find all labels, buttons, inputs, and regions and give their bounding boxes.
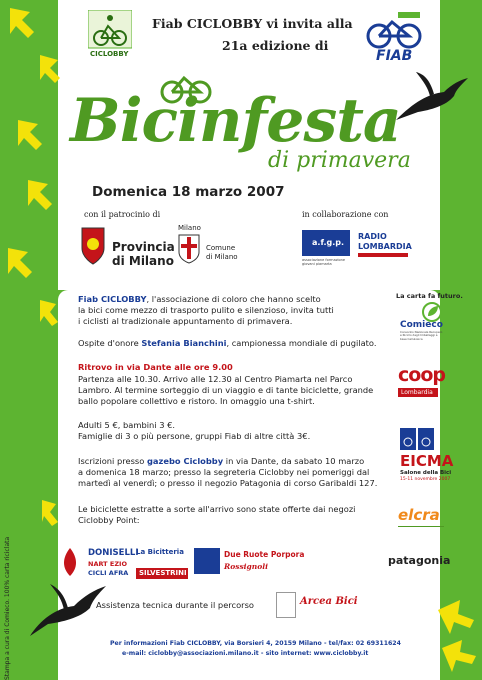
eicma-bike-icon [400,428,436,450]
footer-info-line-1: Per informazioni Fiab CICLOBBY, via Borsieri 4, 20159 Milano - tel/fax: 02 69311624 [110,640,401,647]
meeting-line-3: Lambro. Al termine sorteggio di un viaggio e di tante biciclette, grande [78,385,374,395]
comune-line-2: di Milano [206,253,238,261]
patronage-label: con il patrocinio di [84,210,161,219]
doniselli-line-2: NART EZIO [88,560,127,568]
intro-line-3: i ciclisti al tradizionale appuntamento di primavera. [78,316,293,326]
arrow-icon [10,8,34,38]
shop-logo-dueruote [194,548,304,578]
patagonia-logo: patagonia [388,554,451,567]
coop-name: coop [398,364,445,386]
radio-line-1: RADIO [358,232,387,241]
dueruote-emblem [194,548,220,574]
registration-line-3: martedì al venerdì; o presso il negozio Patagonia di corso Garibaldi 127. [78,478,378,488]
coop-logo [398,364,445,398]
elcra-underline [398,526,444,527]
doniselli-line-1: DONISELLI [88,548,139,558]
carta-fa-futuro: La carta fa futuro. [396,292,463,300]
dueruote-sub: Rossignoli [224,562,268,571]
eicma-logo [400,428,454,488]
fiab-bicycle-icon [364,10,424,50]
intro-line-2: la bici come mezzo di trasporto pulito e silenzioso, invita tutti [78,305,334,315]
comune-crest-icon [178,234,200,264]
arrow-icon [28,180,52,210]
afgp-logo [302,230,352,270]
radio-line-2: LOMBARDIA [358,242,412,251]
arrow-icon [442,640,476,672]
silvestrini-name: SILVESTRINI [139,569,187,577]
bicitteria-name: La Bicitteria [136,548,184,556]
provincia-line-2: di Milano [112,254,174,268]
intro-line-1-text: , l'associazione di coloro che hanno scelto [146,294,321,304]
meeting-heading: Ritrovo in via Dante alle ore 9.00 [78,362,233,372]
collaboration-label: in collaborazione con [302,210,389,219]
event-subtitle: di primavera [268,148,411,173]
ciclobby-logo [88,10,132,60]
intro-line-1 [78,294,321,306]
provincia-milano-logo [80,226,175,272]
radio-lombardia-logo [358,232,410,262]
elcra-name: elcra [398,506,440,524]
event-title: Bicinfesta [70,86,401,156]
comune-milano-logo [176,224,242,272]
registration-post: in via Dante, da sabato 10 marzo [223,456,365,466]
comune-top-label: Milano [178,224,201,232]
swallow-icon [394,72,470,126]
doniselli-line-3: CICLI AFRA [88,569,129,577]
eicma-name: EICMA [400,452,454,470]
ciclobby-logo-label: CICLOBBY [90,50,129,58]
prices-line-1: Adulti 5 €, bambini 3 €. [78,420,176,430]
assistance-brand: Arcea Bici [300,596,358,607]
eicma-line-3: 15-11 novembre 2007 [400,477,451,482]
comieco-name: Comieco [400,320,443,330]
fiab-logo-label: FIAB [376,48,413,64]
shop-logo-doniselli [60,546,139,582]
meeting-line-2: Partenza alle 10.30. Arrivo alle 12.30 al Centro Piamarta nel Parco [78,374,353,384]
guest-line [78,338,377,350]
afgp-caption: associazione formazione giovani piamarta [302,258,346,266]
meeting-line-4: ballo popolare collettivo e ristoro. In omaggio una t-shirt. [78,396,315,406]
comieco-leaf-icon [420,302,444,322]
comune-line-1: Comune [206,244,236,252]
assistance-emblem [276,592,296,618]
guest-post: , campionessa mondiale di pugilato. [226,338,377,348]
arrow-icon [18,120,42,150]
invite-line-2: 21a edizione di [222,38,329,53]
shop-logo-bicitteria [136,546,190,582]
dueruote-name: Due Ruote Porpora [224,550,305,559]
afgp-name: a.f.g.p. [312,238,345,247]
fiab-logo [364,10,424,66]
ciclobby-name: Fiab CICLOBBY [78,294,147,304]
comieco-caption: Consorzio Nazionale Recupero e Riciclo degli Imballaggi a base Cellulosica [400,330,443,341]
provincia-line-1: Provincia [112,240,175,254]
guest-pre: Ospite d'onore [78,338,142,348]
registration-line-1 [78,456,364,468]
arrow-icon [40,55,60,83]
arrow-icon [42,500,58,526]
guest-name: Stefania Bianchini [141,338,227,348]
arrow-icon [438,600,474,634]
bikes-line-2: Ciclobby Point: [78,515,140,525]
registration-pre: Iscrizioni presso [78,456,147,466]
bicycle-icon [88,10,132,50]
event-date: Domenica 18 marzo 2007 [92,184,285,200]
registration-gazebo: gazebo Ciclobby [146,456,224,466]
prices-line-2: Famiglie di 3 o più persone, gruppi Fiab di altre città 3€. [78,431,311,441]
eicma-line-2: Salone della Bici [400,470,452,476]
provincia-shield-icon [80,226,106,266]
shop-flame-icon [60,546,80,578]
radio-logo-bar [358,253,408,257]
print-side-note: Stampa a cura di Comieco. 100% carta riciclata [4,536,11,680]
invite-line-1: Fiab CICLOBBY vi invita alla [152,16,353,31]
arrow-icon [8,248,32,278]
bikes-line-1: Le biciclette estratte a sorte all'arrivo sono state offerte dai negozi [78,504,356,514]
elcra-logo [398,508,446,528]
assistance-text: Assistenza tecnica durante il percorso [96,600,254,610]
coop-caption: Lombardia [401,389,433,396]
arrow-icon [40,300,58,326]
comieco-logo [400,302,446,344]
registration-line-2: a domenica 18 marzo; presso la segreteria Ciclobby nei pomeriggi dal [78,467,370,477]
footer-info-line-2: e-mail: ciclobby@associazioni.milano.it - sito internet: www.ciclobby.it [122,650,369,657]
